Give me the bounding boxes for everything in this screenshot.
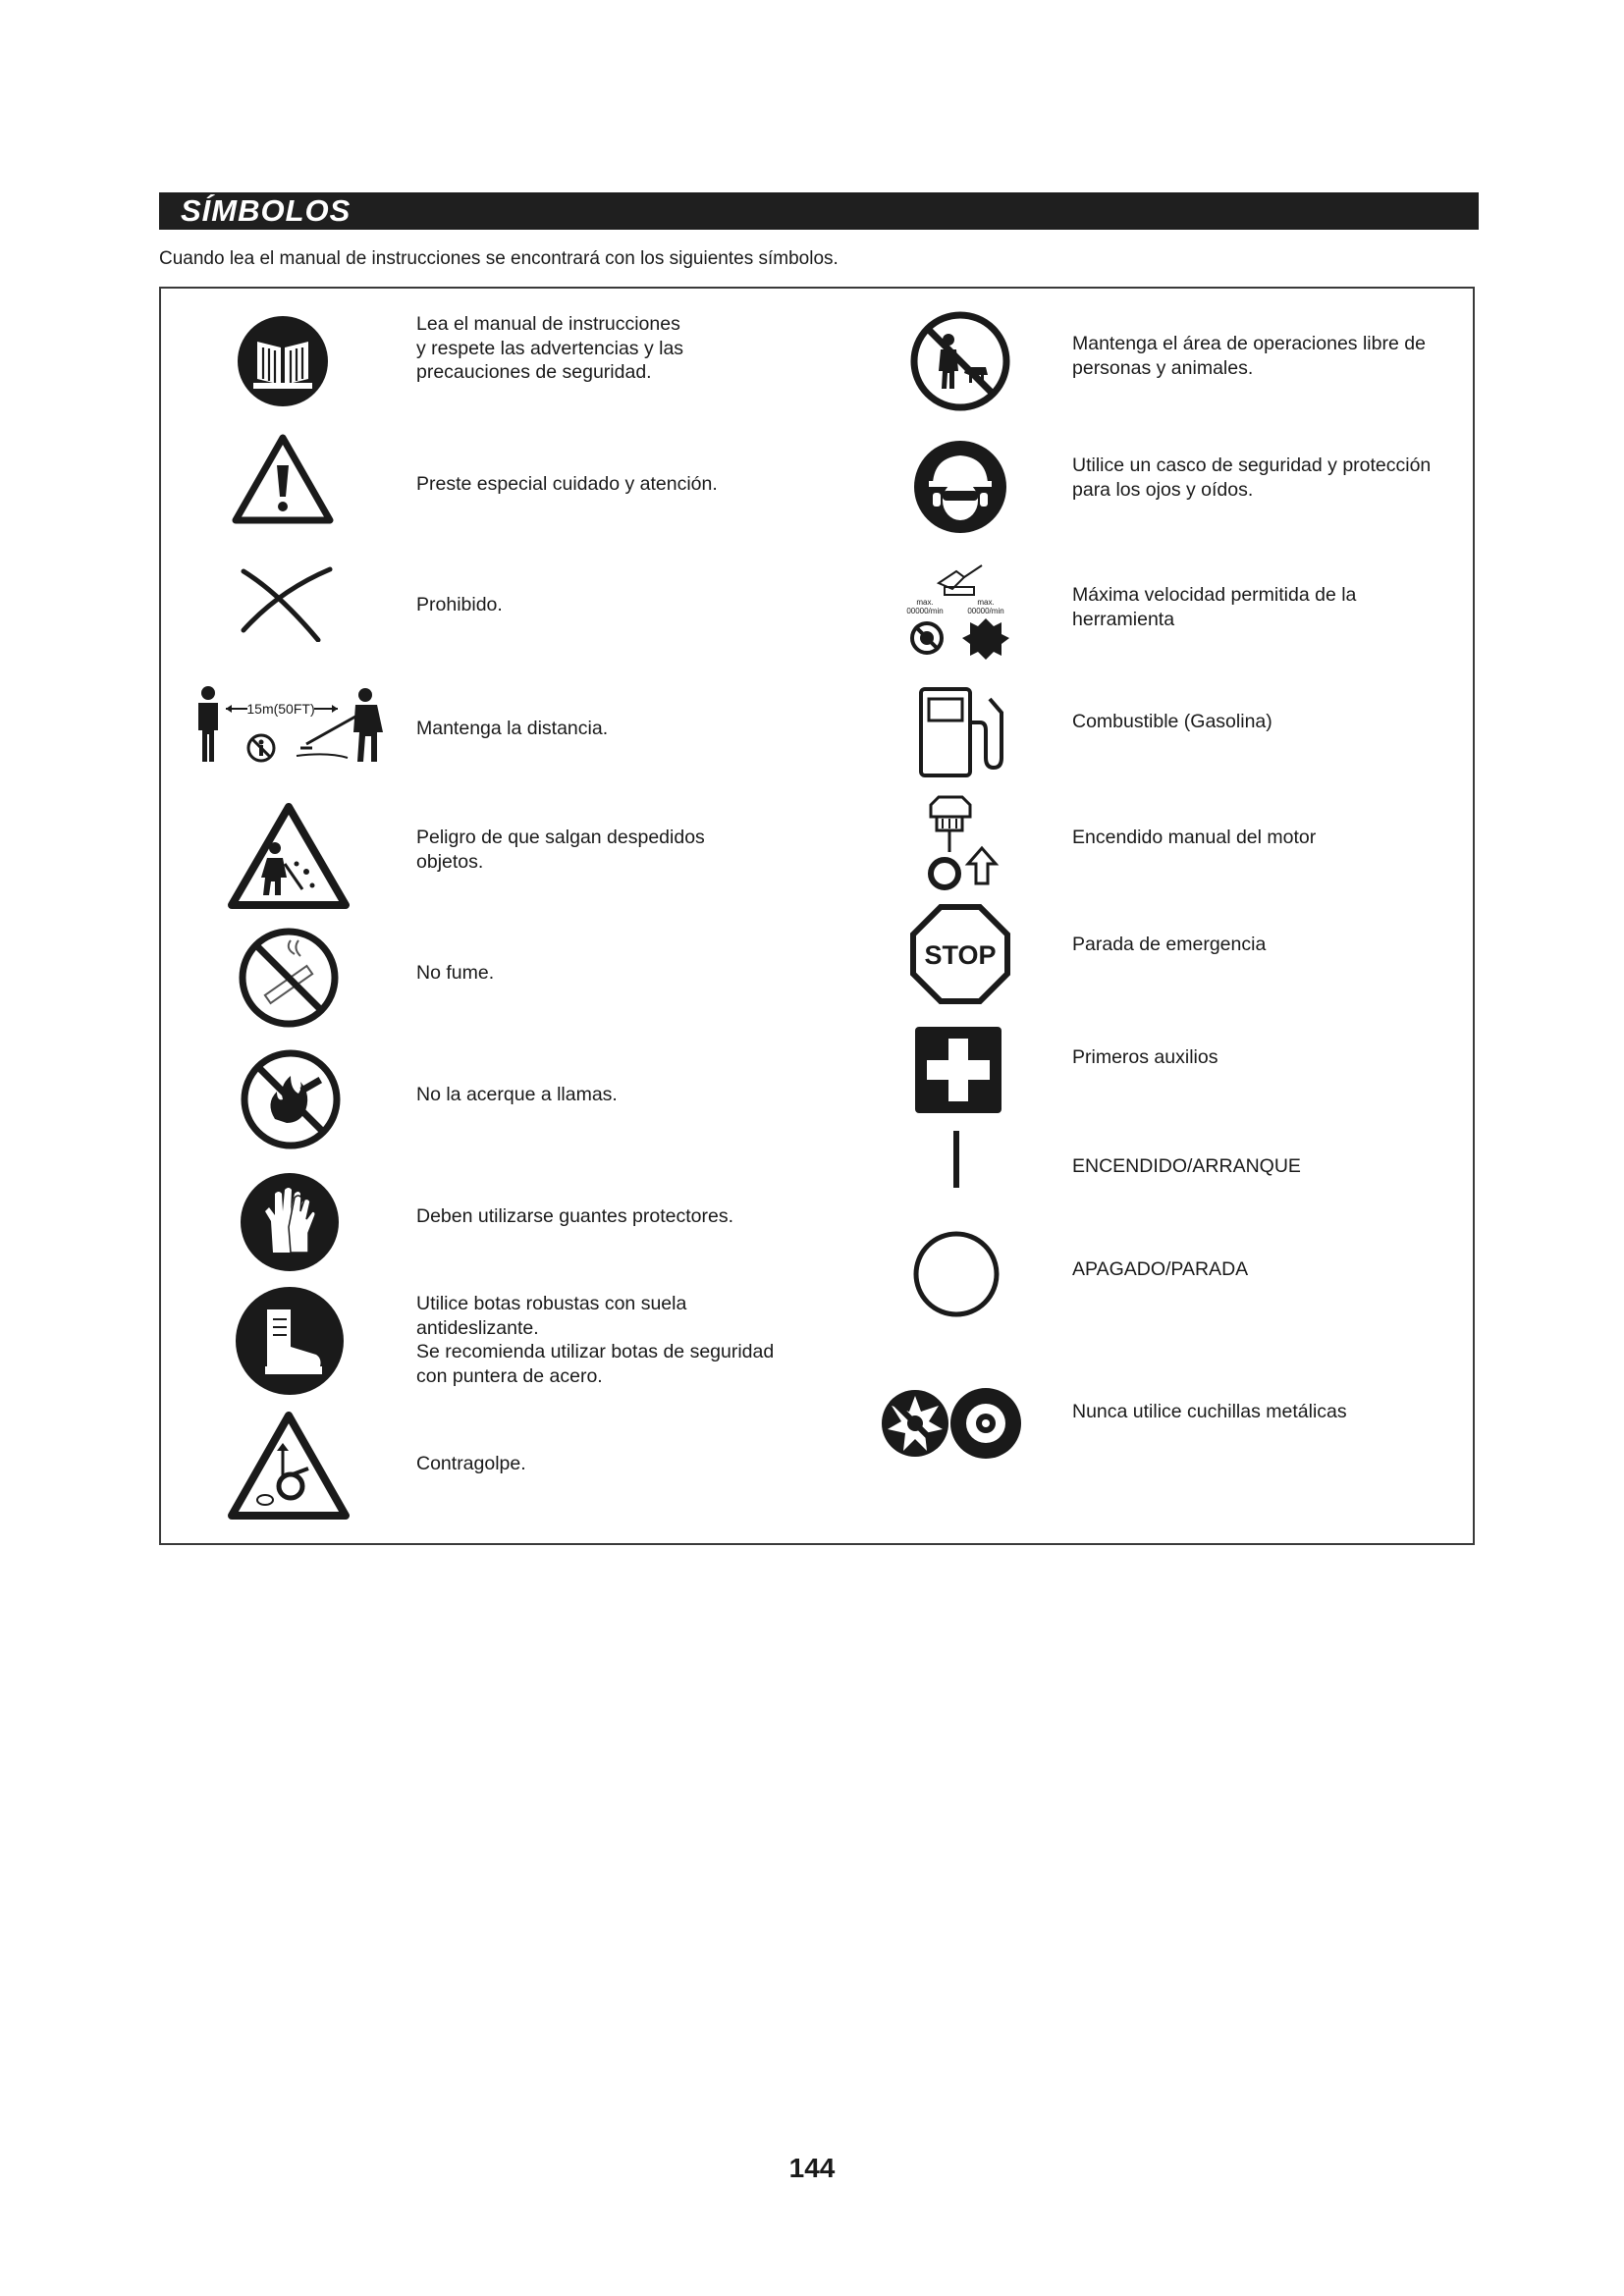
symbol-label: Utilice un casco de seguridad y protección para los ojos y oídos.	[1072, 454, 1432, 501]
symbol-label: Prohibido.	[416, 594, 503, 615]
max-label-right: max.	[977, 598, 995, 607]
keep-people-animals-away-icon	[909, 310, 1011, 412]
no-open-flames-icon	[240, 1048, 342, 1150]
symbol-label: Peligro de que salgan despedidos objetos.	[416, 827, 705, 873]
symbol-label: Deben utilizarse guantes protectores.	[416, 1205, 734, 1227]
read-manual-icon	[236, 314, 330, 408]
symbol-label: Mantenga la distancia.	[416, 718, 609, 739]
symbol-label: Primeros auxilios	[1072, 1046, 1218, 1068]
no-smoking-icon	[238, 927, 340, 1029]
fuel-pump-icon	[917, 683, 1005, 777]
intro-text: Cuando lea el manual de instrucciones se encontrará con los siguientes símbolos.	[159, 248, 839, 269]
symbol-label: Nunca utilice cuchillas metálicas	[1072, 1401, 1347, 1422]
symbol-label: Lea el manual de instrucciones y respete las advertencias y las precauciones de seguridad.	[416, 313, 684, 383]
max-rpm-left: 00000/min	[906, 607, 944, 615]
page-number: 144	[788, 2153, 836, 2183]
prohibited-cross-icon	[240, 558, 334, 642]
symbol-label: No fume.	[416, 962, 495, 984]
warning-triangle-icon	[232, 434, 334, 524]
flying-objects-icon	[228, 803, 350, 909]
no-metal-blades-icon	[878, 1384, 1023, 1463]
section-header-bar	[159, 192, 1479, 230]
safety-boots-icon	[234, 1286, 346, 1396]
stop-text: STOP	[924, 940, 997, 970]
symbol-label: Encendido manual del motor	[1072, 827, 1317, 848]
symbol-label: ENCENDIDO/ARRANQUE	[1072, 1155, 1301, 1177]
helmet-eye-ear-protection-icon	[913, 440, 1007, 534]
keep-distance-icon	[190, 683, 393, 766]
off-stop-icon	[911, 1229, 1001, 1319]
symbol-label: Utilice botas robustas con suela antideslizante. Se recomienda utilizar botas de seguridad con puntera de acero.	[416, 1293, 775, 1387]
max-speed-icon	[899, 560, 1021, 664]
manual-start-icon	[923, 793, 1001, 895]
kickback-icon	[228, 1412, 350, 1520]
stop-sign-icon	[909, 903, 1011, 1005]
symbol-label: Contragolpe.	[416, 1453, 526, 1474]
max-label-left: max.	[916, 598, 934, 607]
section-title: SÍMBOLOS	[181, 193, 352, 228]
symbol-label: Parada de emergencia	[1072, 934, 1267, 955]
symbol-label: Mantenga el área de operaciones libre de personas y animales.	[1072, 333, 1426, 379]
first-aid-icon	[913, 1025, 1003, 1115]
max-rpm-right: 00000/min	[967, 607, 1004, 615]
symbol-label: Combustible (Gasolina)	[1072, 711, 1272, 732]
on-start-icon	[953, 1131, 959, 1188]
distance-text: 15m(50FT)	[246, 701, 315, 717]
symbol-label: Preste especial cuidado y atención.	[416, 473, 718, 495]
protective-gloves-icon	[240, 1172, 340, 1272]
symbol-label: APAGADO/PARADA	[1072, 1258, 1249, 1280]
symbol-label: Máxima velocidad permitida de la herramienta	[1072, 584, 1357, 630]
symbol-label: No la acerque a llamas.	[416, 1084, 618, 1105]
